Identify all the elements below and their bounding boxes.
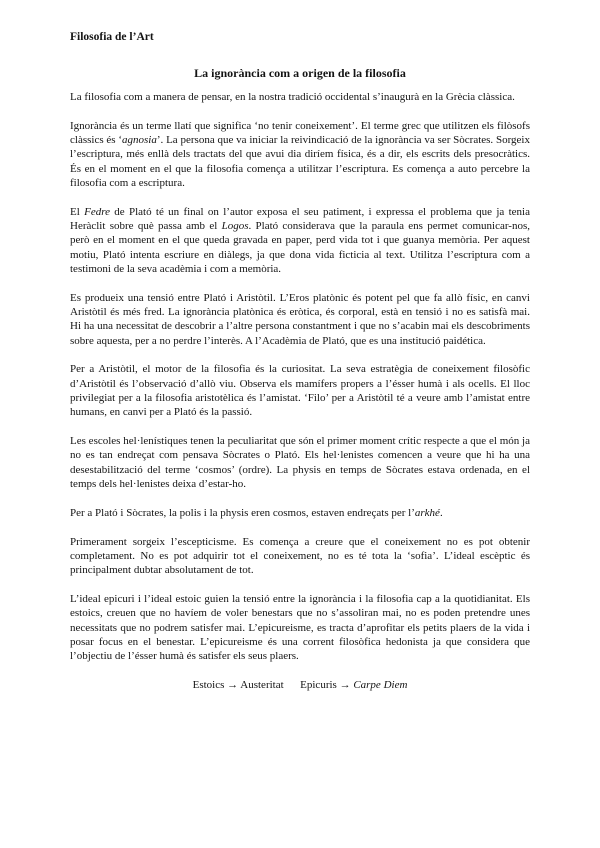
text-run: La filosofia com a manera de pensar, en la nostra tradició occidental s’inaugurà en la Grècia clàssica.	[70, 91, 515, 103]
text-run: Ignorància és un terme llatí que significa ‘no tenir coneixement’. El terme grec que utilitzen els filòsofs clàssics és ‘	[70, 119, 530, 147]
text-run: Per a Plató i Sòcrates, la polis i la physis eren cosmos, estaven endreçats per l’	[70, 506, 415, 519]
text-run: El	[70, 205, 85, 218]
paragraph	[70, 205, 530, 276]
paragraph	[70, 119, 530, 190]
page-title: La ignorància com a origen de la filosofia	[194, 66, 406, 80]
paragraph	[70, 506, 530, 520]
paragraph	[70, 90, 530, 104]
document-header: Filosofia de l’Art	[70, 31, 154, 43]
text-run: Fedre	[84, 205, 110, 218]
text-run: Carpe Diem	[353, 679, 408, 691]
paragraph	[70, 678, 530, 692]
text-run: de Plató té un final on l’autor exposa el seu patiment, i expressa el problema que ja tenia Heràclit sobre què passa amb el	[70, 205, 530, 233]
text-run: Logos	[221, 220, 249, 233]
text-run: Primerament sorgeix l’escepticisme. Es comença a creure que el coneixement no es pot obtenir completament. No es pot adquirir tot el coneixement, no es té tota la ‘sofia’. L’ideal escèptic és principalment dubtar absolutament de tot.	[70, 535, 530, 577]
document-body	[70, 90, 530, 692]
text-run: Estoics → Austeritat Epicuris →	[192, 679, 354, 691]
text-run: Es produeix una tensió entre Plató i Aristòtil. L’Eros platònic és potent pel que fa allò físic, en canvi Aristòtil és més fred. La ignorància platònica és eròtica, és corporal, està en tensió i no es satisfà mai. Hi ha una necessitat de descobrir a l’altre persona constantment i que no s’acabin mai els descobriments sobre aquesta, per a no perdre l’interès. A l’Acadèmia de Plató, que es una institució paidética.	[70, 291, 530, 347]
paragraph	[70, 592, 530, 663]
paragraph	[70, 535, 530, 578]
paragraph	[70, 291, 530, 348]
text-run: Per a Aristòtil, el motor de la filosofia és la curiositat. La seva estratègia de coneixement filosòfic d’Aristòtil és l’observació d’allò viu. Observa els mamífers propers a l’ésser humà i als ocells. El lloc privilegiat per a la filosofia aristotèlica és l’amistat. ‘Filo’ per a Aristòtil té a veure amb l’amistat entre humans, en canvi per a Plató és la passió.	[70, 363, 530, 419]
text-run: .	[439, 506, 443, 519]
text-run: agnosia	[122, 134, 157, 147]
text-run: L’ideal epicuri i l’ideal estoic guien la tensió entre la ignorància i la filosofia cap a la quotidianitat. Els estoics, creuen que no havíem de voler benestars que no s’assoliran mai, no es poden pretendre unes necessitats que no podrem satisfer mai. L’epicureisme, es tracta d’aprofitar els petits plaers de la vida i posar focus en el benestar. L’epicureisme és una corrent filosòfica hedonista ja que considera que l’objectiu de l’ésser humà és satisfer els seus plaers.	[70, 593, 530, 663]
paragraph	[70, 434, 530, 491]
text-run: ’. La persona que va iniciar la reivindicació de la ignorància va ser Sòcrates. Sorgeix l’escriptura, més enllà dels tractats del que avui dia diríem física, és a dir, els escrits dels presocràtics. És en el moment en el que la filosofia comença a utilitzar l’escriptura. Es comença a auto percebre la filosofia com a escriptura.	[70, 134, 530, 189]
text-run: . Plató considerava que la paraula ens permet comunicar-nos, però en el moment en el que queda gravada en paper, perd vida tot i que guanya memòria. Per aquest motiu, Plató intenta escriure en diàlegs, ja que dona vida ficticia al text. Utilitza l’escriptura com a testimoni de la seva acadèmia i com a memòria.	[70, 220, 530, 275]
text-run: Les escoles hel·lenístiques tenen la peculiaritat que són el primer moment crític respecte a que el món ja no es tan endreçat com pensava Sòcrates o Plató. Els hel·lenistes comencen a veure que hi ha una desestabilització del terme ‘cosmos’ (ordre). La physis en temps de Sòcrates estava ordenada, en el temps dels hel·lenistes deixa d’estar-ho.	[70, 435, 530, 491]
text-run: arkhé	[414, 506, 440, 519]
paragraph	[70, 362, 530, 419]
